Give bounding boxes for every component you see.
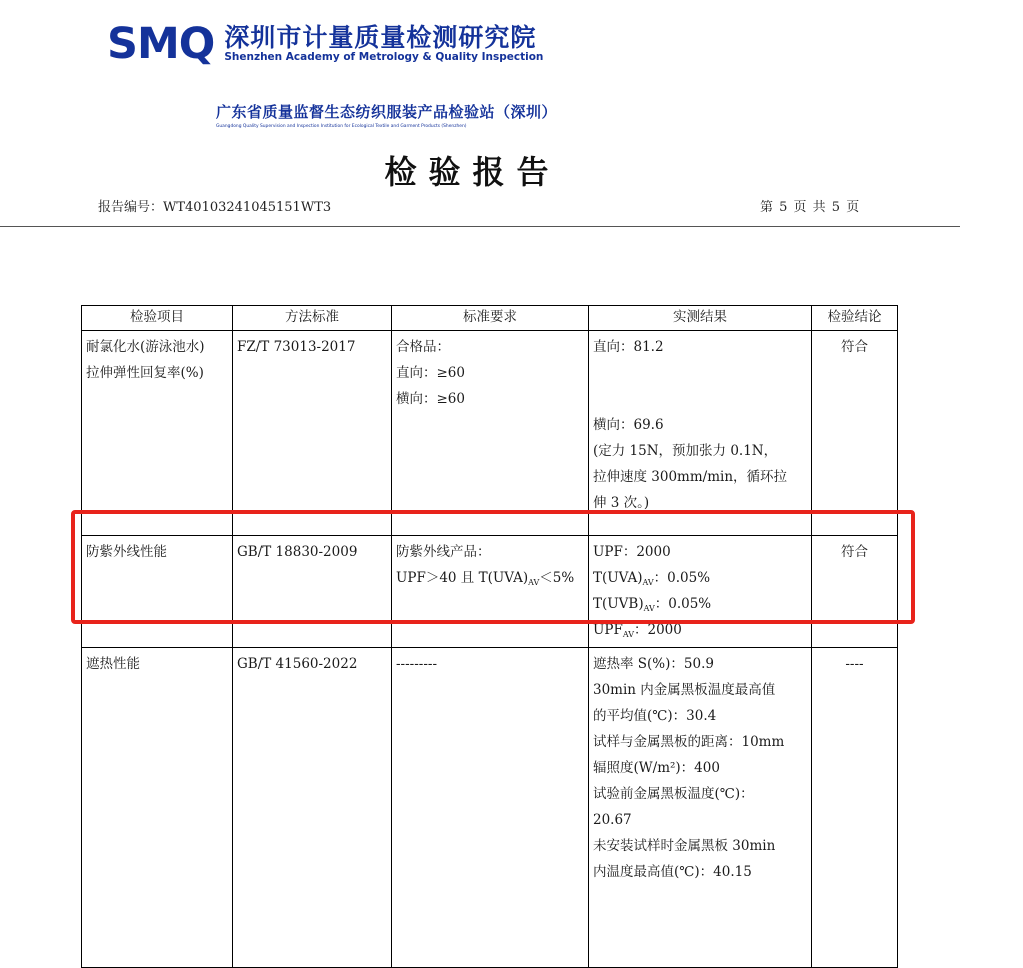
method-cell: FZ/T 73013-2017 (233, 331, 392, 536)
station-name-en: Guangdong Quality Supervision and Inspection Institution for Ecological Textile and Garment Products (Shenzhen) (216, 124, 467, 129)
method-cell: GB/T 41560-2022 (233, 648, 392, 968)
result-cell (589, 648, 812, 968)
result-line: 内温度最高值(℃)：40.15 (593, 864, 752, 880)
requirement-cell (392, 331, 589, 536)
result-line: $UPF_{AV}$：2000 (593, 622, 682, 639)
result-line: 的平均值(℃)：30.4 (593, 708, 717, 724)
result-cell (589, 536, 812, 648)
conclusion-cell: 符合 (812, 331, 898, 536)
report-number: 报告编号：WT40103241045151WT3 (98, 200, 332, 215)
station-name (216, 101, 557, 129)
result-line: $T(UVA)_{AV}$：0.05% (593, 570, 711, 587)
item-cell (82, 331, 233, 536)
result-line: 试验前金属黑板温度(℃)： (593, 786, 754, 802)
result-line: 30min 内金属黑板温度最高值 (593, 682, 776, 698)
header-conclusion: 检验结论 (812, 306, 898, 331)
method-cell: GB/T 18830-2009 (233, 536, 392, 648)
result-cell (589, 331, 812, 536)
result-line: 拉伸速度 300mm/min，循环拉 (593, 469, 788, 485)
table-header-row (82, 306, 898, 331)
requirement-line: 合格品： (396, 339, 450, 355)
report-title: 检验报告 (384, 153, 561, 191)
page-number: 第 5 页 共 5 页 (760, 200, 860, 215)
result-line: 遮热率 S(%)：50.9 (593, 656, 714, 672)
table-row (82, 331, 898, 536)
item-cell: 遮热性能 (82, 648, 233, 968)
table-row-uv (82, 536, 898, 648)
result-line: 未安装试样时金属黑板 30min (593, 838, 776, 854)
requirement-cell: --------- (392, 648, 589, 968)
conclusion-cell: ---- (812, 648, 898, 968)
result-line (593, 360, 807, 386)
inspection-results-table (81, 305, 898, 968)
item-cell: 防紫外线性能 (82, 536, 233, 648)
smq-logo-mark: SMQ (107, 18, 215, 69)
result-line: $T(UVB)_{AV}$：0.05% (593, 596, 712, 613)
result-line: (定力 15N，预加张力 0.1N， (593, 443, 778, 459)
institute-name (224, 22, 544, 64)
requirement-line: 直向：≥60 (396, 365, 465, 381)
header-divider (0, 226, 960, 227)
header-item: 检验项目 (82, 306, 233, 331)
result-line: 试样与金属黑板的距离：10mm (593, 734, 785, 750)
item-line: 拉伸弹性回复率(%) (86, 365, 204, 381)
table-row (82, 648, 898, 968)
requirement-line: 防紫外线产品： (396, 544, 491, 560)
institute-logo (107, 19, 543, 69)
requirement-line: 横向：≥60 (396, 391, 465, 407)
header-requirement: 标准要求 (392, 306, 589, 331)
result-line (593, 386, 807, 412)
result-line: 辐照度(W/m²)：400 (593, 760, 720, 776)
result-line: UPF：2000 (593, 544, 671, 560)
institute-name-cn: 深圳市计量质量检测研究院 (224, 22, 537, 52)
item-line: 耐氯化水(游泳池水) (86, 339, 205, 355)
result-line: 直向：81.2 (593, 339, 664, 355)
conclusion-cell: 符合 (812, 536, 898, 648)
result-clip (593, 334, 807, 514)
institute-name-en: Shenzhen Academy of Metrology & Quality Inspection (224, 50, 544, 63)
result-line: 伸 3 次。) (593, 495, 650, 511)
requirement-line: UPF＞40 且 $T(UVA)_{AV}<5\%$ (396, 570, 575, 587)
requirement-cell (392, 536, 589, 648)
header-method: 方法标准 (233, 306, 392, 331)
result-line: 横向：69.6 (593, 417, 664, 433)
header-result: 实测结果 (589, 306, 812, 331)
station-name-cn: 广东省质量监督生态纺织服装产品检验站（深圳） (216, 103, 558, 121)
result-line: 20.67 (593, 812, 632, 828)
